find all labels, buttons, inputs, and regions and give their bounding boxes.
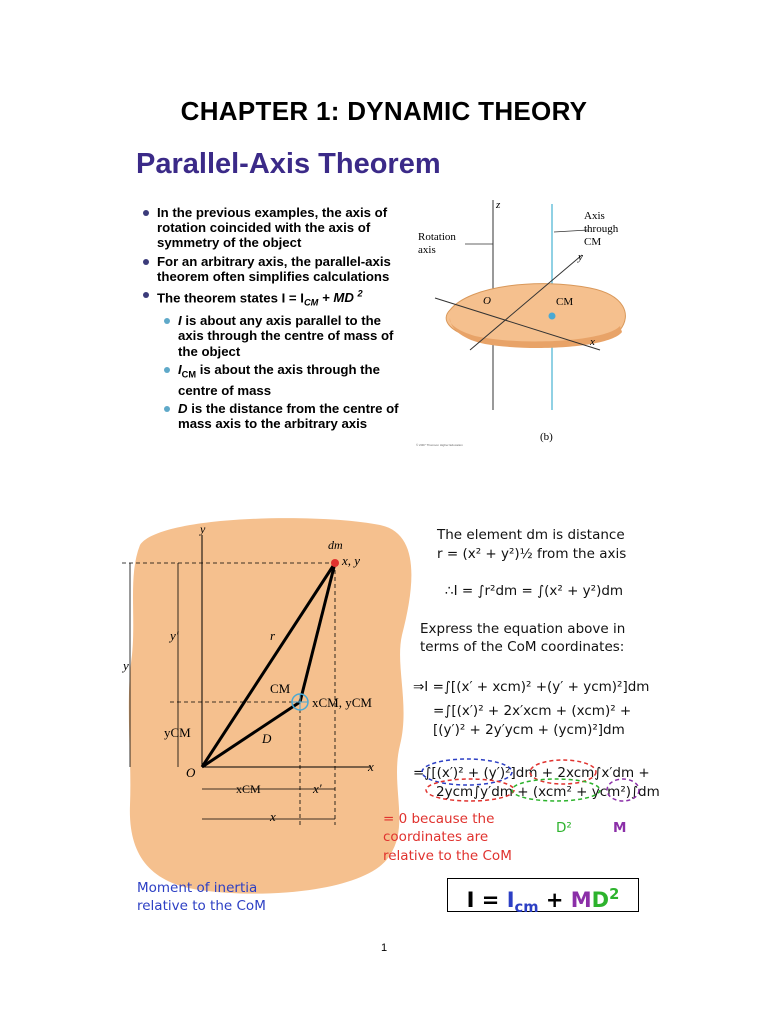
bullet-item: For an arbitrary axis, the parallel-axis theorem often simplifies calculations <box>138 254 400 284</box>
panel-label: (b) <box>540 431 553 443</box>
y-total-label: y <box>123 658 129 673</box>
y-axis-label: y <box>200 522 206 536</box>
xcm-ycm-label: xCM, yCM <box>312 695 372 710</box>
sub-bullet-item: $I_{CM}$ is about the axis through the centre of mass <box>157 362 400 398</box>
d-label: D <box>262 731 272 746</box>
xcm-label: xCM <box>236 782 261 796</box>
zero-note: relative to the CoM <box>383 848 512 864</box>
note-line: The element dm is distance <box>437 527 625 543</box>
bullet-item: The theorem states $I = I_{CM}$ + MD $^2$ I is about any axis parallel to the axis through the centre of mass of the object $I_{CM}$ is about the axis through the centre of mass D is the distance from the centre of mass axis to the arbitrary axis <box>138 287 400 431</box>
bullet-list <box>138 205 400 434</box>
sub-bullet-item: D is the distance from the centre of mass axis to the arbitrary axis <box>157 401 400 431</box>
zero-note: = 0 because the <box>383 811 495 827</box>
x-axis-label: x <box>368 759 374 774</box>
note-line: r = (x² + y²)½ from the axis <box>437 546 627 562</box>
result-equation: $I = I_{cm} + MD^2$ <box>447 878 639 912</box>
moment-caption: relative to the CoM <box>137 898 266 914</box>
ycm-label: yCM <box>164 725 191 740</box>
z-axis-label: z <box>496 199 501 211</box>
xy-label: x, y <box>342 553 361 568</box>
term-highlights <box>410 752 650 807</box>
dm-point <box>331 559 339 567</box>
axis-through-cm-label-3: CM <box>584 236 602 248</box>
x-axis-label: x <box>590 336 595 348</box>
sub-bullet-list <box>157 313 400 431</box>
note-line: [(y′)² + 2y′ycm + (ycm)²]dm <box>433 722 625 738</box>
note-line: ∴I = ∫r²dm = ∫(x² + y²)dm <box>445 583 624 599</box>
chapter-title: CHAPTER 1: DYNAMIC THEORY <box>180 96 588 126</box>
d2-label: D² <box>556 820 572 836</box>
section-title: Parallel-Axis Theorem <box>136 148 441 180</box>
bullet-item: In the previous examples, the axis of rotation coincided with the axis of symmetry of the object <box>138 205 400 251</box>
parallel-axis-figure <box>410 190 650 455</box>
y-axis-label: y <box>578 251 583 263</box>
r-label: r <box>270 628 276 643</box>
note-line: Express the equation above in <box>420 621 626 637</box>
axis-through-cm-label: Axis <box>584 210 605 222</box>
copyright: © 2007 Thomson Higher Education <box>416 443 463 447</box>
m-label: M <box>613 820 627 836</box>
rotation-axis-label-2: axis <box>418 244 436 256</box>
x-total-label: x <box>270 809 276 824</box>
note-line: =∫[(x′)² + (y′)²]dm + 2xcm∫x′dm + <box>413 765 650 781</box>
cm-label: CM <box>556 296 574 308</box>
note-line: 2ycm∫y′dm + (xcm² + ycm²)∫dm <box>436 784 660 800</box>
com-diagram <box>120 505 420 905</box>
y-prime-label: y′ <box>170 628 179 643</box>
sub-bullet-item: I is about any axis parallel to the axis through the centre of mass of the object <box>157 313 400 359</box>
dm-label: dm <box>328 538 343 552</box>
rotation-axis-label: Rotation <box>418 231 456 243</box>
note-line: terms of the CoM coordinates: <box>420 639 625 655</box>
axis-through-cm-label-2: through <box>584 223 619 235</box>
zero-note: coordinates are <box>383 829 489 845</box>
note-line: ⇒I =∫[(x′ + xcm)² +(y′ + ycm)²]dm <box>413 679 650 695</box>
cm-dot <box>549 313 556 320</box>
page-number: 1 <box>380 942 388 954</box>
note-line: =∫[(x′)² + 2x′xcm + (xcm)² + <box>433 703 632 719</box>
x-prime-label: x′ <box>313 781 322 796</box>
origin-label: O <box>483 295 491 307</box>
cm-label: CM <box>270 681 291 696</box>
theorem-sub: CM <box>303 298 319 309</box>
moment-caption: Moment of inertia <box>137 880 258 896</box>
origin-label: O <box>186 765 196 780</box>
